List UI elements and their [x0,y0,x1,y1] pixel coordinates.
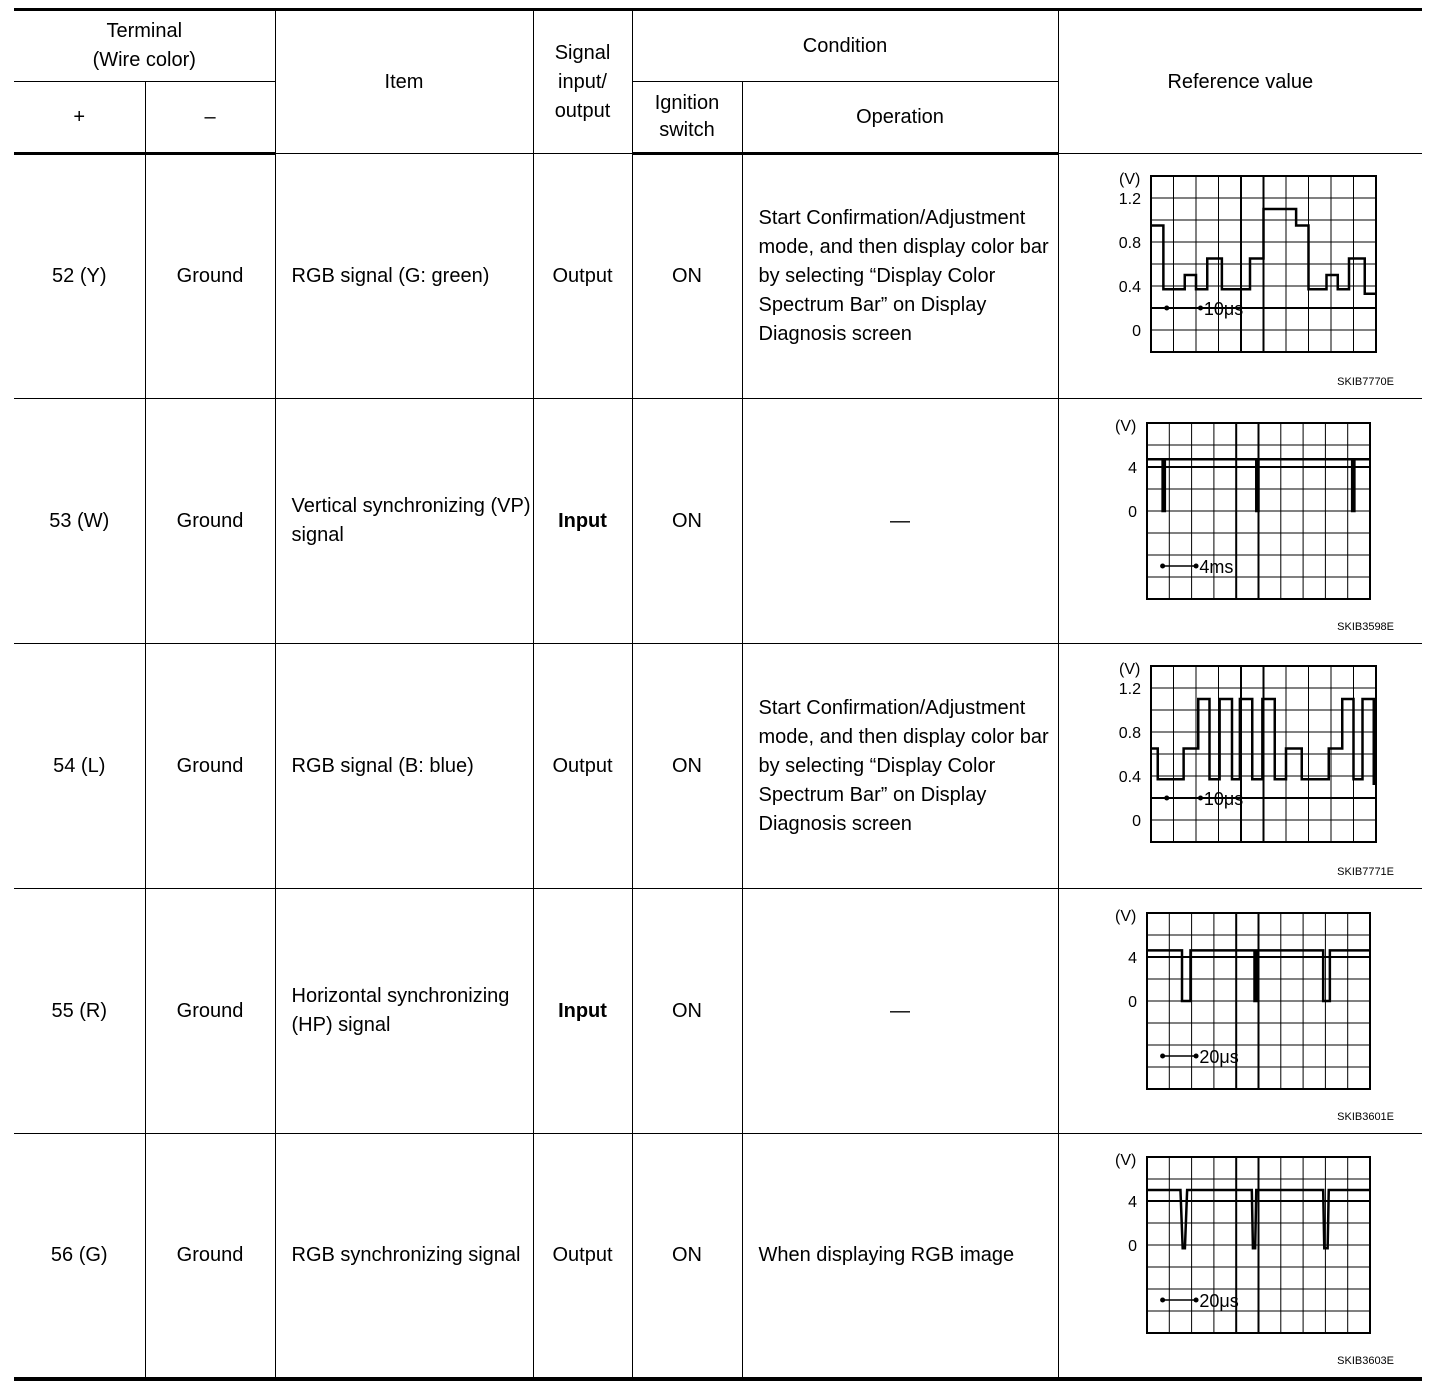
time-scale-arrow-tick [1198,306,1203,311]
terminal-minus: Ground [145,154,275,399]
header-terminal: Terminal (Wire color) [14,10,275,82]
terminal-plus: 53 (W) [14,399,145,644]
waveform-chart [1059,409,1423,619]
terminal-plus: 55 (R) [14,889,145,1134]
figure-code: SKIB3601E [1337,1111,1395,1123]
waveform-svg [1089,409,1389,619]
time-scale-label: 20μs [1198,1291,1239,1312]
y-tick-label: 0 [1127,994,1137,1011]
operation: Start Confirmation/Adjustment mode, and then display color bar by selecting “Display Color Spectrum Bar” on Display Diagnosis screen [742,154,1058,399]
y-tick-label: 0 [1127,504,1137,521]
time-scale-label: 20μs [1198,1047,1239,1067]
header-plus: + [14,82,145,154]
reference-value [1058,644,1422,889]
time-scale-arrow-tick [1164,306,1169,311]
terminal-plus: 56 (G) [14,1134,145,1379]
terminal-minus: Ground [145,399,275,644]
time-scale-label: 10μs [1203,299,1243,319]
y-tick-label: 0 [1131,323,1141,340]
item: Vertical synchronizing (VP) signal [275,399,533,644]
time-scale-arrow-tick [1160,1298,1165,1303]
ignition-switch: ON [632,1134,742,1379]
table-row [14,154,1422,399]
reference-value [1058,1134,1422,1379]
ignition-switch: ON [632,399,742,644]
ignition-switch: ON [632,644,742,889]
signal-io: Output [533,154,632,399]
reference-value [1058,154,1422,399]
y-tick-label: 1.2 [1118,191,1141,208]
y-tick-label: 4 [1127,460,1137,477]
time-scale-label: 4ms [1198,557,1233,577]
waveform-svg [1089,899,1389,1109]
operation: — [742,399,1058,644]
header-operation: Operation [742,82,1058,154]
item: RGB signal (G: green) [275,154,533,399]
y-unit-label: (V) [1114,908,1136,925]
time-scale-arrow-tick [1198,796,1203,801]
figure-code: SKIB3598E [1337,621,1395,633]
y-tick-label: 0.8 [1118,725,1141,742]
waveform-chart [1059,899,1423,1109]
y-tick-label: 4 [1127,950,1137,967]
signal-io: Input [533,399,632,644]
y-tick-label: 1.2 [1118,681,1141,698]
operation: — [742,889,1058,1134]
y-tick-label: 0 [1127,1238,1137,1256]
time-scale-arrow-tick [1164,796,1169,801]
waveform-svg [1089,654,1389,864]
item: RGB signal (B: blue) [275,644,533,889]
time-scale-arrow-tick [1160,564,1165,569]
ignition-switch: ON [632,154,742,399]
terminal-minus: Ground [145,889,275,1134]
terminal-minus: Ground [145,1134,275,1379]
terminal-plus: 54 (L) [14,644,145,889]
item: RGB synchronizing signal [275,1134,533,1379]
table-row [14,1134,1422,1379]
table-row [14,889,1422,1134]
header-ignition: Ignition switch [632,82,742,154]
table-row [14,644,1422,889]
signal-io: Output [533,1134,632,1379]
time-scale-label: 10μs [1203,789,1243,809]
table-row [14,399,1422,644]
operation: Start Confirmation/Adjustment mode, and then display color bar by selecting “Display Color Spectrum Bar” on Display Diagnosis screen [742,644,1058,889]
signal-io: Output [533,644,632,889]
terminal-minus: Ground [145,644,275,889]
header-reference: Reference value [1058,10,1422,154]
terminal-table [14,8,1422,1381]
waveform-chart [1059,1143,1423,1353]
figure-code: SKIB3603E [1337,1354,1395,1367]
waveform-chart [1059,164,1423,374]
operation: When displaying RGB image [742,1134,1058,1379]
header-minus: – [145,82,275,154]
time-scale-arrow-tick [1193,1298,1198,1303]
item: Horizontal synchronizing (HP) signal [275,889,533,1134]
y-tick-label: 0.4 [1118,279,1141,296]
ignition-switch: ON [632,889,742,1134]
y-tick-label: 0.4 [1118,769,1141,786]
header-item: Item [275,10,533,154]
y-unit-label: (V) [1118,661,1140,678]
reference-value [1058,399,1422,644]
terminal-plus: 52 (Y) [14,154,145,399]
y-unit-label: (V) [1118,171,1140,188]
header-signal: Signal input/ output [533,10,632,154]
y-unit-label: (V) [1114,1152,1136,1170]
y-tick-label: 0.8 [1118,235,1141,252]
y-tick-label: 4 [1127,1194,1137,1212]
reference-value [1058,889,1422,1134]
signal-trace [1151,699,1376,784]
time-scale-arrow-tick [1160,1054,1165,1059]
time-scale-arrow-tick [1193,564,1198,569]
y-tick-label: 0 [1131,813,1141,830]
waveform-svg [1089,1143,1389,1353]
y-unit-label: (V) [1114,418,1136,435]
figure-code: SKIB7770E [1337,376,1395,388]
waveform-svg [1089,164,1389,374]
signal-io: Input [533,889,632,1134]
figure-code: SKIB7771E [1337,866,1395,878]
time-scale-arrow-tick [1193,1054,1198,1059]
waveform-chart [1059,654,1423,864]
header-condition: Condition [632,10,1058,82]
